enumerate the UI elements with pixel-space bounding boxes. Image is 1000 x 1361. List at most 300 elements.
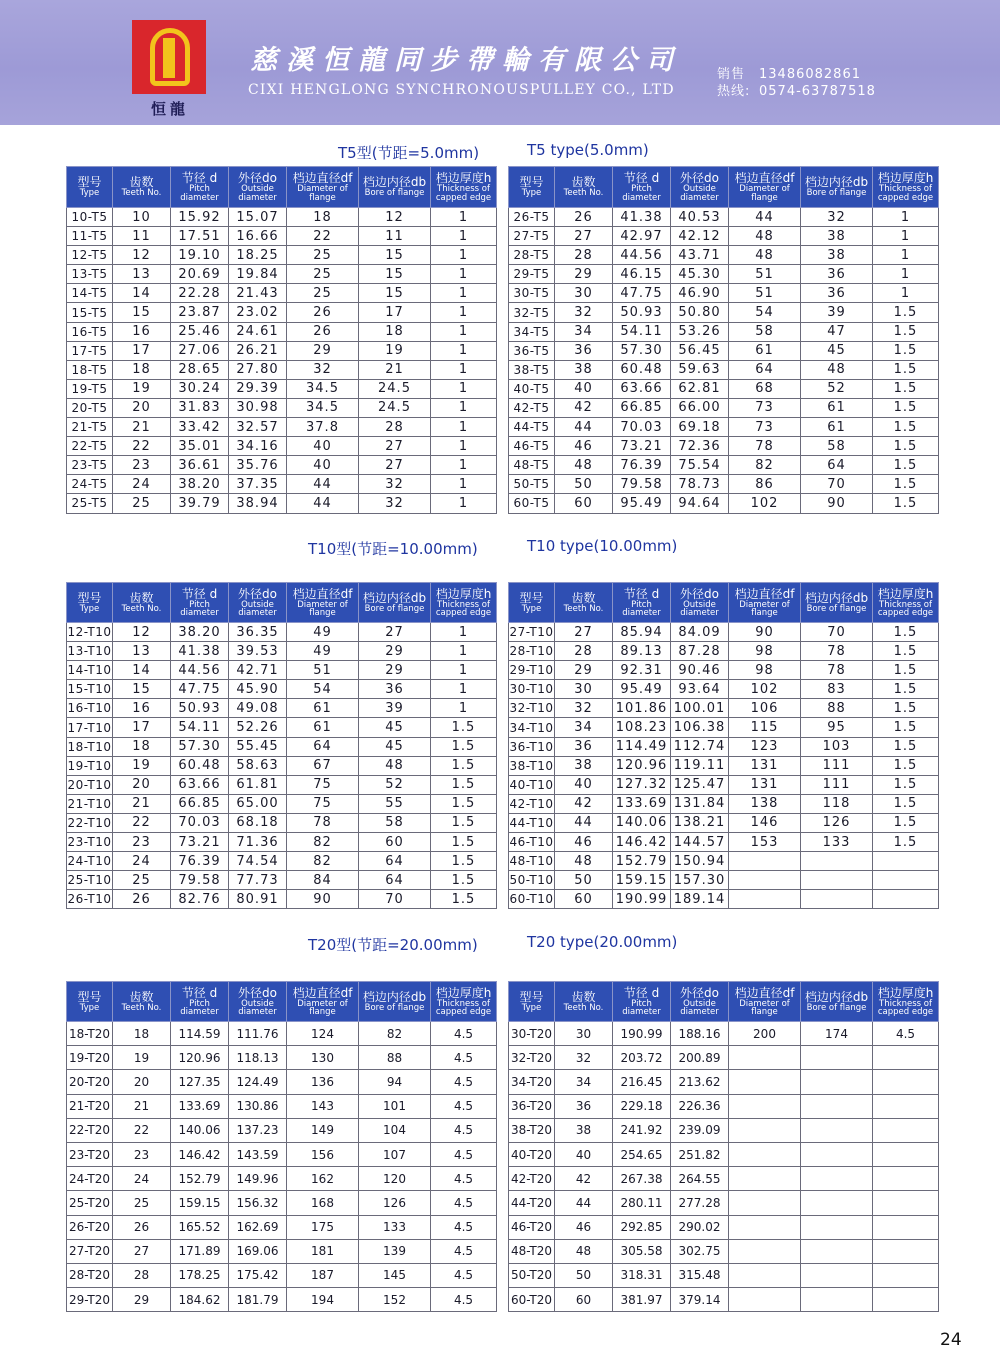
table-cell: 111 — [801, 756, 873, 775]
table-cell: 34.5 — [287, 398, 359, 417]
col-flange-bore-header — [801, 167, 873, 208]
table-row — [67, 1215, 497, 1239]
table-row — [509, 699, 939, 718]
table-cell: 149.96 — [229, 1167, 287, 1191]
col-edge-thickness-header — [873, 982, 939, 1022]
table-cell: 150.94 — [671, 852, 729, 871]
col-flange-diameter-header — [287, 583, 359, 623]
table-cell: 38 — [555, 1118, 613, 1142]
col-edge-thickness-header — [873, 583, 939, 623]
table-cell: 1.5 — [431, 737, 497, 756]
table-cell — [873, 852, 939, 871]
table-row — [67, 833, 497, 852]
table-cell: 14-T10 — [67, 661, 113, 680]
t5-table-left — [66, 166, 497, 514]
table-cell: 88 — [801, 699, 873, 718]
header-label-cn: 档边直径df — [734, 586, 795, 601]
table-cell — [801, 1263, 873, 1287]
table-cell: 114.49 — [613, 737, 671, 756]
table-cell: 58.63 — [229, 756, 287, 775]
table-cell: 1 — [431, 475, 497, 494]
table-cell: 1 — [873, 265, 939, 284]
col-edge-thickness-header — [873, 167, 939, 208]
table-cell: 292.85 — [613, 1215, 671, 1239]
table-cell: 25-T20 — [67, 1191, 113, 1215]
table-cell: 156 — [287, 1142, 359, 1166]
table-cell: 305.58 — [613, 1239, 671, 1263]
table-row — [67, 775, 497, 794]
table-cell: 4.5 — [431, 1167, 497, 1191]
table-cell: 36-T20 — [509, 1094, 555, 1118]
table-cell: 1 — [431, 680, 497, 699]
table-cell: 29 — [287, 341, 359, 360]
header-label-cn: 外径do — [680, 586, 719, 601]
table-row — [509, 418, 939, 437]
table-cell: 22-T20 — [67, 1118, 113, 1142]
table-cell: 30-T10 — [509, 680, 555, 699]
table-cell: 1.5 — [873, 475, 939, 494]
table-row — [67, 360, 497, 379]
table-cell: 50.80 — [671, 303, 729, 322]
table-cell: 42 — [555, 1167, 613, 1191]
table-cell: 153 — [729, 833, 801, 852]
table-cell: 187 — [287, 1263, 359, 1287]
table-cell: 145 — [359, 1263, 431, 1287]
table-cell: 1 — [873, 227, 939, 246]
table-cell: 27-T20 — [67, 1239, 113, 1263]
header-label-en: Diameter of flange — [297, 998, 348, 1017]
table-cell: 57.30 — [613, 341, 671, 360]
table-cell: 60-T10 — [509, 890, 555, 909]
table-cell: 46 — [555, 437, 613, 456]
table-cell: 82 — [359, 1022, 431, 1046]
header-label-cn: 型号 — [77, 590, 102, 605]
table-cell: 95 — [801, 718, 873, 737]
table-row — [509, 1215, 939, 1239]
col-teeth-header — [555, 583, 613, 623]
table-cell: 1.5 — [873, 437, 939, 456]
table-cell: 140.06 — [613, 813, 671, 832]
table-cell: 200 — [729, 1022, 801, 1046]
header-label-en: Outside diameter — [238, 998, 277, 1017]
table-cell: 42.97 — [613, 227, 671, 246]
table-cell: 98 — [729, 642, 801, 661]
table-cell: 18 — [113, 360, 171, 379]
table-cell: 50 — [555, 475, 613, 494]
table-cell — [801, 1070, 873, 1094]
table-cell: 21-T5 — [67, 418, 113, 437]
table-cell: 44-T5 — [509, 418, 555, 437]
table-row — [67, 623, 497, 642]
table-cell: 23.02 — [229, 303, 287, 322]
table-cell: 36 — [801, 284, 873, 303]
table-cell: 103 — [801, 737, 873, 756]
table-cell: 1.5 — [873, 756, 939, 775]
header-label-cn: 档边厚度h — [435, 985, 492, 1000]
header-label-cn: 档边直径df — [734, 171, 795, 185]
table-row — [67, 284, 497, 303]
table-cell: 136 — [287, 1070, 359, 1094]
table-cell: 127.32 — [613, 775, 671, 794]
table-cell: 21-T10 — [67, 794, 113, 813]
table-cell: 36.61 — [171, 456, 229, 475]
table-cell: 23-T20 — [67, 1142, 113, 1166]
table-cell: 64 — [729, 360, 801, 379]
table-row — [67, 303, 497, 322]
table-cell: 1.5 — [873, 341, 939, 360]
header-label-cn: 节径 d — [623, 586, 660, 601]
header-label-en: Type — [79, 188, 100, 199]
table-row — [509, 642, 939, 661]
header-label-cn: 型号 — [519, 175, 544, 190]
table-cell: 18-T20 — [67, 1022, 113, 1046]
table-cell: 118.13 — [229, 1046, 287, 1070]
table-cell: 4.5 — [431, 1094, 497, 1118]
col-outside-diameter-header — [671, 583, 729, 623]
table-row — [67, 699, 497, 718]
header-label-cn: 档边厚度h — [435, 171, 492, 185]
col-type-header — [67, 982, 113, 1022]
table-cell: 54.11 — [171, 718, 229, 737]
table-cell: 45.30 — [671, 265, 729, 284]
table-cell: 22 — [113, 813, 171, 832]
table-cell: 1 — [431, 265, 497, 284]
table-cell: 101 — [359, 1094, 431, 1118]
table-cell: 75.54 — [671, 456, 729, 475]
table-cell: 79.58 — [171, 871, 229, 890]
table-cell: 28 — [555, 246, 613, 265]
table-cell: 50-T10 — [509, 871, 555, 890]
table-cell: 44.56 — [613, 246, 671, 265]
table-cell: 78 — [801, 642, 873, 661]
table-cell: 70.03 — [171, 813, 229, 832]
table-cell: 60 — [555, 494, 613, 513]
col-outside-diameter-header — [229, 982, 287, 1022]
table-cell: 14-T5 — [67, 284, 113, 303]
table-cell: 381.97 — [613, 1288, 671, 1312]
table-cell: 32 — [555, 699, 613, 718]
company-name-cn: 慈溪恒龍同步帶輪有限公司 — [250, 45, 682, 76]
table-cell: 59.63 — [671, 360, 729, 379]
table-cell: 12-T10 — [67, 623, 113, 642]
table-cell: 47 — [801, 322, 873, 341]
table-cell: 26 — [113, 890, 171, 909]
table-cell: 52 — [359, 775, 431, 794]
contact-block — [717, 66, 876, 100]
table-cell: 73 — [729, 418, 801, 437]
table-cell: 13 — [113, 265, 171, 284]
table-cell: 25 — [287, 246, 359, 265]
table-cell: 28-T5 — [509, 246, 555, 265]
table-cell: 77.73 — [229, 871, 287, 890]
col-flange-diameter-header — [287, 167, 359, 208]
table-cell: 184.62 — [171, 1288, 229, 1312]
table-cell: 42 — [555, 794, 613, 813]
table-cell: 94 — [359, 1070, 431, 1094]
header-label-en: Pitch diameter — [622, 998, 661, 1017]
col-teeth-header — [113, 583, 171, 623]
table-cell: 23-T5 — [67, 456, 113, 475]
header-label-en: Teeth No. — [121, 188, 162, 199]
table-cell: 48 — [729, 246, 801, 265]
table-cell: 35.01 — [171, 437, 229, 456]
table-cell: 21-T20 — [67, 1094, 113, 1118]
table-row — [67, 890, 497, 909]
table-cell: 41.38 — [171, 642, 229, 661]
table-cell: 46-T10 — [509, 833, 555, 852]
col-flange-diameter-header — [729, 583, 801, 623]
table-cell: 89.13 — [613, 642, 671, 661]
table-cell: 267.38 — [613, 1167, 671, 1191]
header-label-en: Diameter of flange — [739, 998, 790, 1017]
table-cell: 133.69 — [613, 794, 671, 813]
table-cell: 19-T10 — [67, 756, 113, 775]
table-row — [67, 1288, 497, 1312]
table-cell: 48 — [801, 360, 873, 379]
table-cell — [729, 1070, 801, 1094]
table-cell: 130.86 — [229, 1094, 287, 1118]
table-cell: 36 — [801, 265, 873, 284]
table-cell: 33.42 — [171, 418, 229, 437]
table-row — [67, 1094, 497, 1118]
table-cell: 94.64 — [671, 494, 729, 513]
header-label-cn: 齿数 — [571, 590, 596, 605]
table-cell: 28-T10 — [509, 642, 555, 661]
table-cell: 45 — [359, 718, 431, 737]
table-cell: 86 — [729, 475, 801, 494]
table-cell: 23 — [113, 456, 171, 475]
col-flange-diameter-header — [729, 167, 801, 208]
table-cell: 34-T10 — [509, 718, 555, 737]
table-cell: 34.5 — [287, 379, 359, 398]
table-cell: 120.96 — [613, 756, 671, 775]
table-cell: 22 — [287, 227, 359, 246]
table-cell: 19 — [359, 341, 431, 360]
table-cell: 34.16 — [229, 437, 287, 456]
header-label-cn: 节径 d — [623, 985, 660, 1000]
table-cell: 71.36 — [229, 833, 287, 852]
table-cell: 60-T20 — [509, 1288, 555, 1312]
table-cell: 42.71 — [229, 661, 287, 680]
table-cell — [801, 890, 873, 909]
table-row — [67, 227, 497, 246]
header-label-en: Thickness of capped edge — [435, 599, 492, 618]
table-cell — [801, 1094, 873, 1118]
table-cell: 29-T10 — [509, 661, 555, 680]
col-flange-diameter-header — [729, 982, 801, 1022]
table-cell: 76.39 — [613, 456, 671, 475]
table-cell: 11-T5 — [67, 227, 113, 246]
header-label-cn: 档边内径db — [804, 590, 869, 605]
header-label-cn: 外径do — [680, 985, 719, 1000]
table-cell: 63.66 — [171, 775, 229, 794]
table-cell: 1.5 — [431, 852, 497, 871]
header-label-en: Outside diameter — [238, 599, 277, 618]
t10-table-right — [508, 582, 939, 909]
table-cell — [729, 1215, 801, 1239]
table-row — [509, 1191, 939, 1215]
table-cell: 51 — [729, 284, 801, 303]
table-cell: 1.5 — [873, 360, 939, 379]
table-cell: 74.54 — [229, 852, 287, 871]
table-cell: 40-T20 — [509, 1142, 555, 1166]
table-row — [67, 718, 497, 737]
table-cell: 190.99 — [613, 1022, 671, 1046]
table-cell: 32 — [801, 208, 873, 227]
header-label-en: Pitch diameter — [180, 184, 219, 203]
header-label-cn: 齿数 — [571, 989, 596, 1004]
table-cell: 1.5 — [431, 871, 497, 890]
table-row — [67, 1022, 497, 1046]
table-cell: 18 — [113, 1022, 171, 1046]
table-cell: 58 — [801, 437, 873, 456]
table-cell: 15.07 — [229, 208, 287, 227]
table-row — [509, 1046, 939, 1070]
header-label-en: Bore of flange — [806, 188, 867, 199]
table-cell: 1.5 — [431, 756, 497, 775]
table-cell: 1.5 — [873, 699, 939, 718]
table-cell: 38.20 — [171, 475, 229, 494]
table-cell: 12 — [359, 208, 431, 227]
table-row — [509, 456, 939, 475]
table-cell: 29 — [555, 265, 613, 284]
table-cell: 140.06 — [171, 1118, 229, 1142]
header-label-en: Bore of flange — [364, 603, 425, 614]
table-cell: 175.42 — [229, 1263, 287, 1287]
table-cell: 165.52 — [171, 1215, 229, 1239]
table-row — [67, 680, 497, 699]
header-label-en: Bore of flange — [806, 1002, 867, 1013]
table-row — [509, 852, 939, 871]
table-cell: 64 — [359, 852, 431, 871]
table-cell: 29-T20 — [67, 1288, 113, 1312]
table-cell: 57.30 — [171, 737, 229, 756]
table-cell: 61 — [287, 699, 359, 718]
table-cell — [729, 1167, 801, 1191]
table-cell: 93.64 — [671, 680, 729, 699]
header-label-en: Teeth No. — [563, 1002, 604, 1013]
table-cell: 36-T10 — [509, 737, 555, 756]
table-cell: 24.61 — [229, 322, 287, 341]
table-cell: 127.35 — [171, 1070, 229, 1094]
table-row — [509, 1142, 939, 1166]
table-row — [509, 1118, 939, 1142]
col-outside-diameter-header — [229, 583, 287, 623]
col-pitch-diameter-header — [613, 583, 671, 623]
table-row — [67, 1191, 497, 1215]
table-cell: 4.5 — [431, 1142, 497, 1166]
table-cell: 69.18 — [671, 418, 729, 437]
table-cell: 10-T5 — [67, 208, 113, 227]
header-label-cn: 节径 d — [181, 985, 218, 1000]
table-cell: 38.20 — [171, 623, 229, 642]
table-cell — [873, 1046, 939, 1070]
table-cell: 137.23 — [229, 1118, 287, 1142]
table-row — [67, 1046, 497, 1070]
table-row — [509, 718, 939, 737]
table-cell: 70 — [801, 475, 873, 494]
table-cell — [801, 871, 873, 890]
table-cell: 44 — [287, 494, 359, 513]
table-cell: 30.98 — [229, 398, 287, 417]
table-cell: 4.5 — [431, 1046, 497, 1070]
table-cell: 23.87 — [171, 303, 229, 322]
table-cell: 277.28 — [671, 1191, 729, 1215]
table-cell: 75 — [287, 775, 359, 794]
table-cell: 50 — [555, 871, 613, 890]
table-cell: 38 — [555, 756, 613, 775]
table-cell: 15 — [359, 284, 431, 303]
table-cell: 19-T20 — [67, 1046, 113, 1070]
table-cell: 1 — [431, 227, 497, 246]
col-edge-thickness-header — [431, 583, 497, 623]
table-cell: 1.5 — [431, 775, 497, 794]
table-cell: 25-T10 — [67, 871, 113, 890]
table-cell: 24.5 — [359, 398, 431, 417]
table-cell: 1 — [431, 398, 497, 417]
header-label-cn: 档边厚度h — [435, 586, 492, 601]
table-cell: 290.02 — [671, 1215, 729, 1239]
header-label-cn: 齿数 — [129, 175, 154, 190]
table-cell: 70 — [801, 623, 873, 642]
table-cell: 157.30 — [671, 871, 729, 890]
table-cell: 76.39 — [171, 852, 229, 871]
table-cell: 83 — [801, 680, 873, 699]
table-cell: 40 — [555, 379, 613, 398]
table-cell: 38-T20 — [509, 1118, 555, 1142]
table-cell: 60 — [555, 890, 613, 909]
table-cell: 49 — [287, 623, 359, 642]
table-cell: 15 — [113, 680, 171, 699]
table-cell: 56.45 — [671, 341, 729, 360]
table-cell: 42 — [555, 398, 613, 417]
table-cell: 1 — [431, 284, 497, 303]
header-label-en: Teeth No. — [121, 603, 162, 614]
table-cell — [729, 871, 801, 890]
table-cell: 79.58 — [613, 475, 671, 494]
table-cell: 28.65 — [171, 360, 229, 379]
table-cell — [729, 1142, 801, 1166]
table-cell: 44 — [555, 418, 613, 437]
header-label-en: Outside diameter — [680, 599, 719, 618]
table-cell: 181 — [287, 1239, 359, 1263]
table-row — [67, 1070, 497, 1094]
table-cell: 36 — [555, 737, 613, 756]
table-cell: 15.92 — [171, 208, 229, 227]
table-cell: 42.12 — [671, 227, 729, 246]
table-cell: 60.48 — [613, 360, 671, 379]
table-cell: 72.36 — [671, 437, 729, 456]
table-cell: 32 — [359, 475, 431, 494]
table-row — [509, 1239, 939, 1263]
header-label-cn: 型号 — [519, 989, 544, 1004]
table-cell: 82 — [287, 833, 359, 852]
table-cell: 48 — [729, 227, 801, 246]
table-cell: 47.75 — [613, 284, 671, 303]
table-cell: 51 — [287, 661, 359, 680]
t20-title-cn: T20型(节距=20.00mm) — [308, 936, 478, 954]
table-cell: 152.79 — [613, 852, 671, 871]
col-pitch-diameter-header — [171, 167, 229, 208]
table-cell: 106.38 — [671, 718, 729, 737]
table-cell: 87.28 — [671, 642, 729, 661]
table-cell: 4.5 — [431, 1022, 497, 1046]
table-cell: 27 — [555, 227, 613, 246]
logo-pulley-bar — [163, 38, 175, 78]
table-cell — [873, 1215, 939, 1239]
table-cell: 152.79 — [171, 1167, 229, 1191]
table-cell: 34-T20 — [509, 1070, 555, 1094]
